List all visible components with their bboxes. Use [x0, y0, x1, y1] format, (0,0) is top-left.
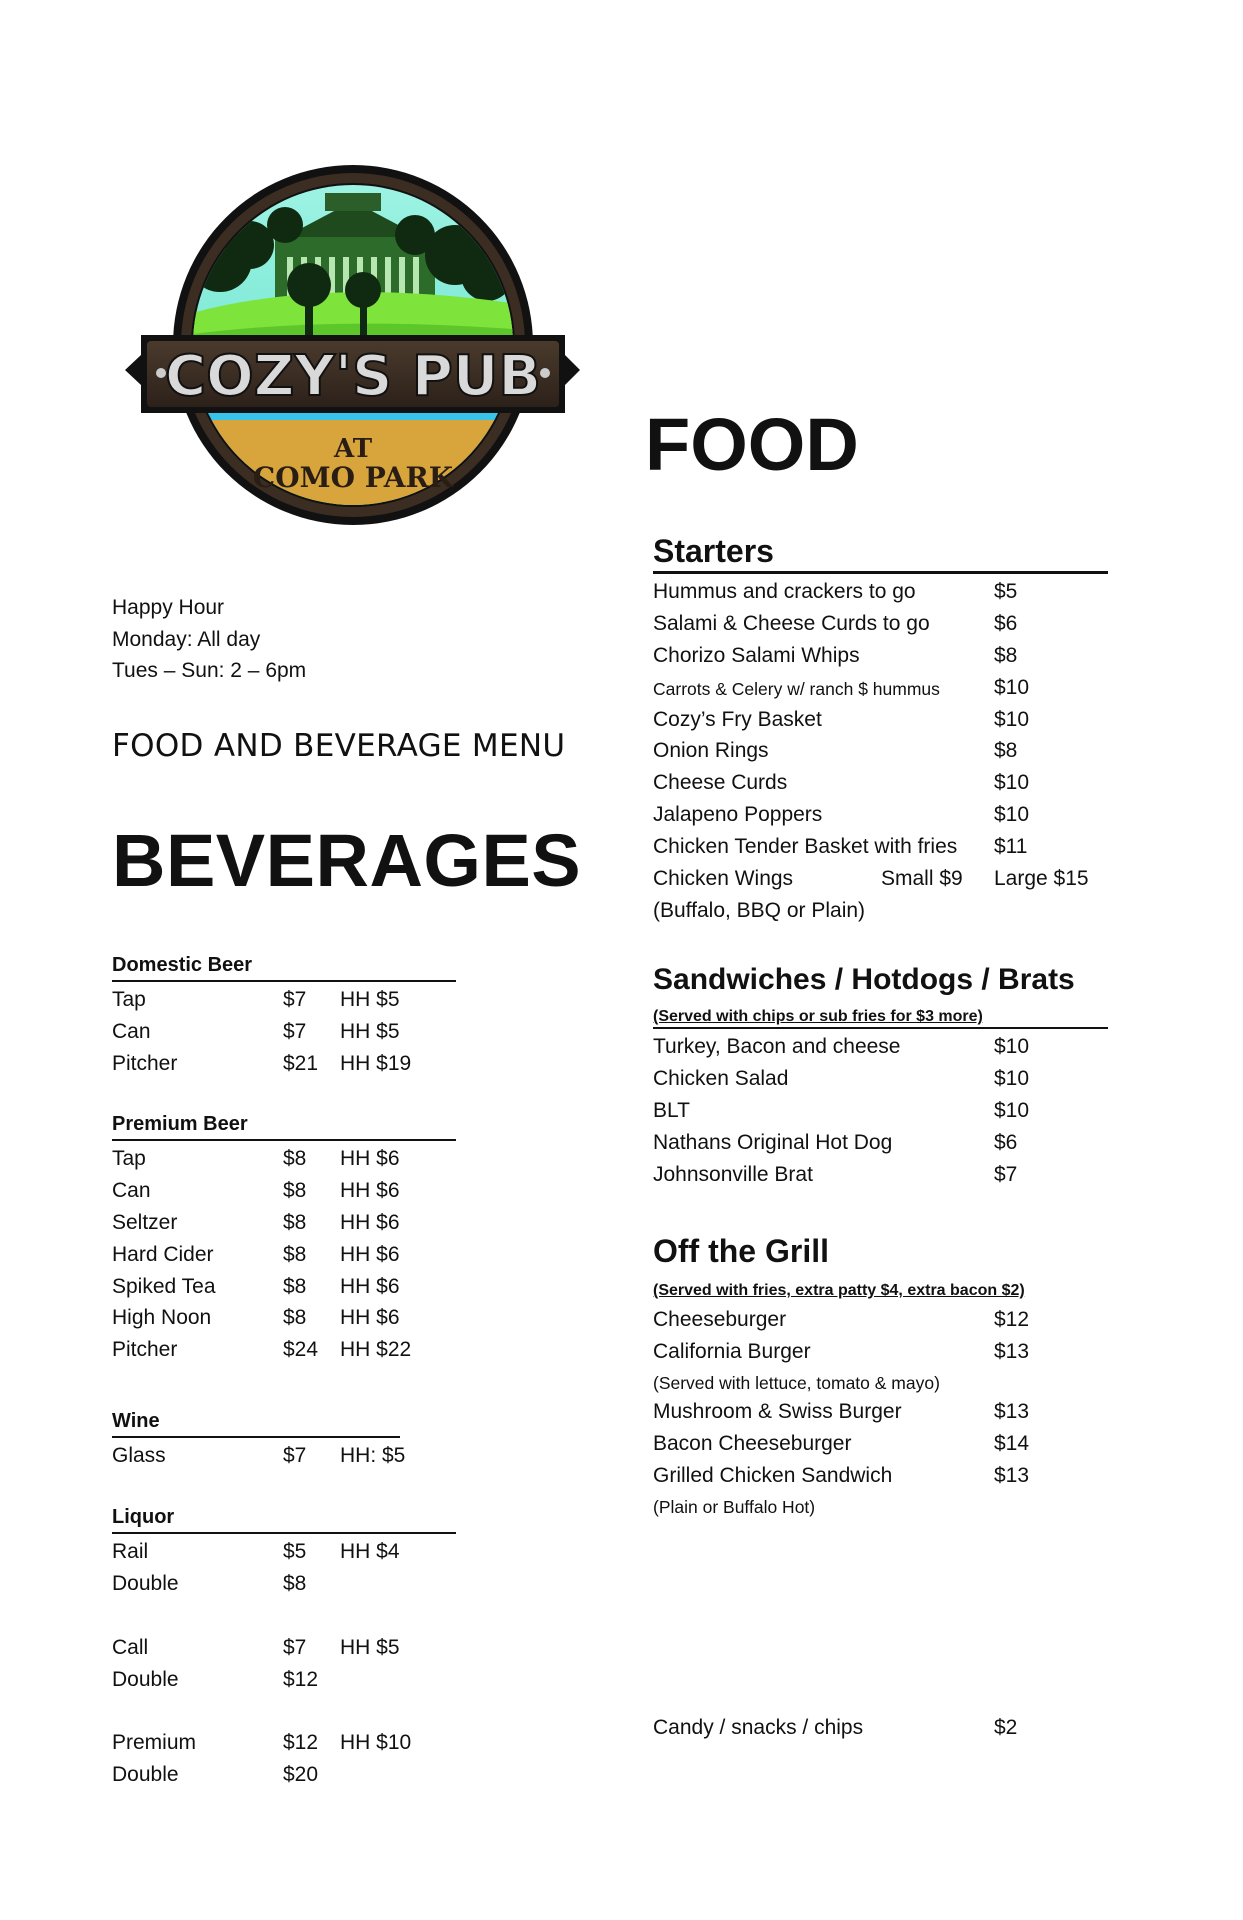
section-divider: [653, 571, 1108, 574]
domestic-beer-heading: Domestic Beer: [112, 954, 253, 976]
starters-heading: Starters: [653, 533, 774, 569]
section-divider: [112, 1436, 400, 1438]
section-divider: [112, 1532, 456, 1534]
liquor-heading: Liquor: [112, 1506, 175, 1528]
cozys-pub-logo: [125, 165, 580, 555]
food-title: FOOD: [645, 403, 859, 486]
menu-title: FOOD AND BEVERAGE MENU: [112, 728, 566, 764]
grill-heading: Off the Grill: [653, 1233, 829, 1269]
wine-heading: Wine: [112, 1410, 160, 1432]
logo-at: AT: [333, 434, 373, 464]
section-divider: [112, 1139, 456, 1141]
section-divider: [112, 980, 456, 982]
sandwiches-subheading: (Served with chips or sub fries for $3 more): [653, 1008, 983, 1025]
happy-hour-monday: Monday: All day: [112, 627, 261, 651]
premium-beer-heading: Premium Beer: [112, 1113, 248, 1135]
logo-name: COZY'S PUB: [164, 344, 542, 409]
grill-subheading: (Served with fries, extra patty $4, extra bacon $2): [653, 1282, 1025, 1299]
happy-hour-title: Happy Hour: [112, 596, 225, 619]
logo-place: COMO PARK: [252, 461, 454, 494]
sandwiches-heading: Sandwiches / Hotdogs / Brats: [653, 963, 1075, 996]
happy-hour-tue-sun: Tues – Sun: 2 – 6pm: [112, 659, 307, 682]
happy-hour: [112, 592, 306, 687]
section-divider: [653, 1027, 1108, 1029]
beverages-title: BEVERAGES: [112, 819, 582, 902]
